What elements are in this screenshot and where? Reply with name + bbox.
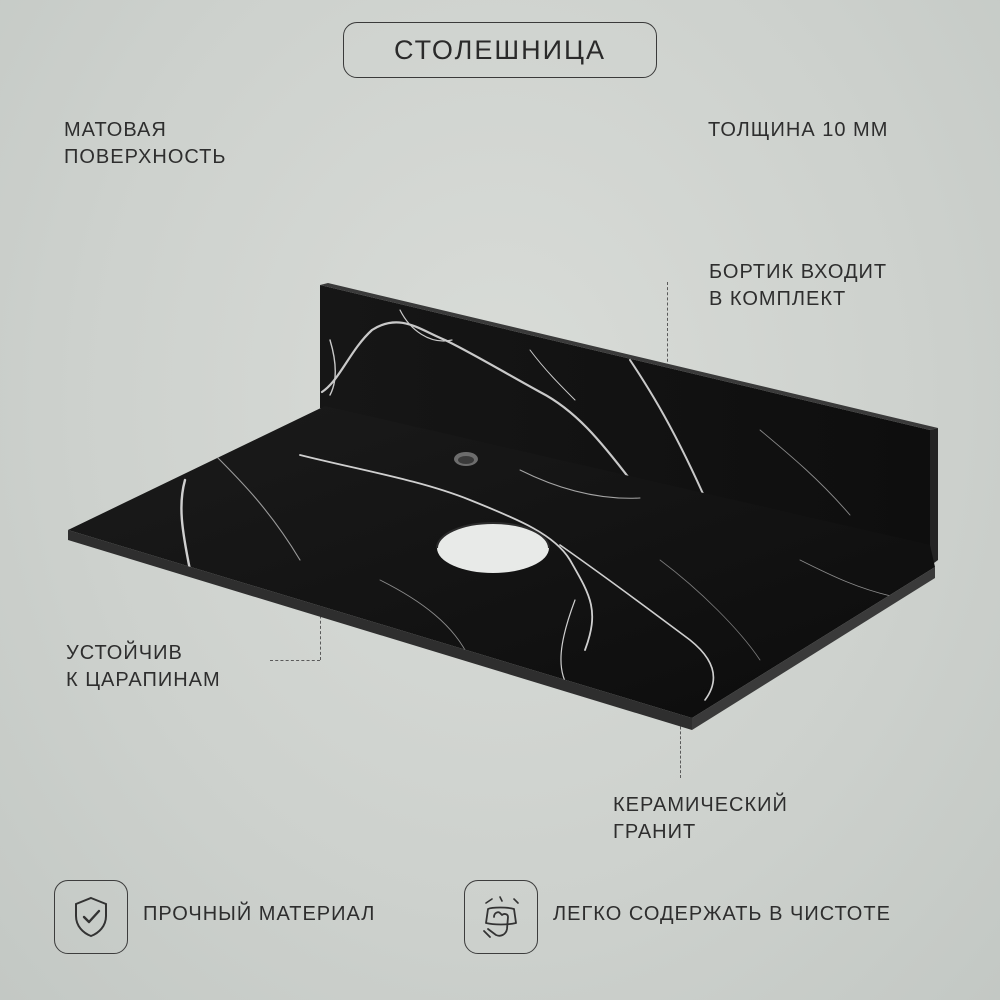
hand-wipe-icon [478,893,524,941]
callout-scratch-line-2: К ЦАРАПИНАМ [66,669,221,691]
callout-material-line-2: ГРАНИТ [613,821,697,843]
callout-scratch-line-1: УСТОЙЧИВ [66,642,183,664]
feature-easy-clean-icon-box [464,880,538,954]
shield-check-icon [71,895,111,939]
feature-durable-label: ПРОЧНЫЙ МАТЕРИАЛ [143,903,376,925]
feature-easy-clean-label: ЛЕГКО СОДЕРЖАТЬ В ЧИСТОТЕ [553,903,891,925]
callout-matte-line-2: ПОВЕРХНОСТЬ [64,146,227,168]
callout-backsplash-line-1: БОРТИК ВХОДИТ [709,261,888,283]
feature-durable-icon-box [54,880,128,954]
callout-thickness-line: ТОЛЩИНА 10 ММ [708,119,889,141]
page-title: СТОЛЕШНИЦА [343,22,657,78]
callout-matte-line-1: МАТОВАЯ [64,119,167,141]
callout-backsplash-line-2: В КОМПЛЕКТ [709,288,847,310]
callout-material-line-1: КЕРАМИЧЕСКИЙ [613,794,788,816]
